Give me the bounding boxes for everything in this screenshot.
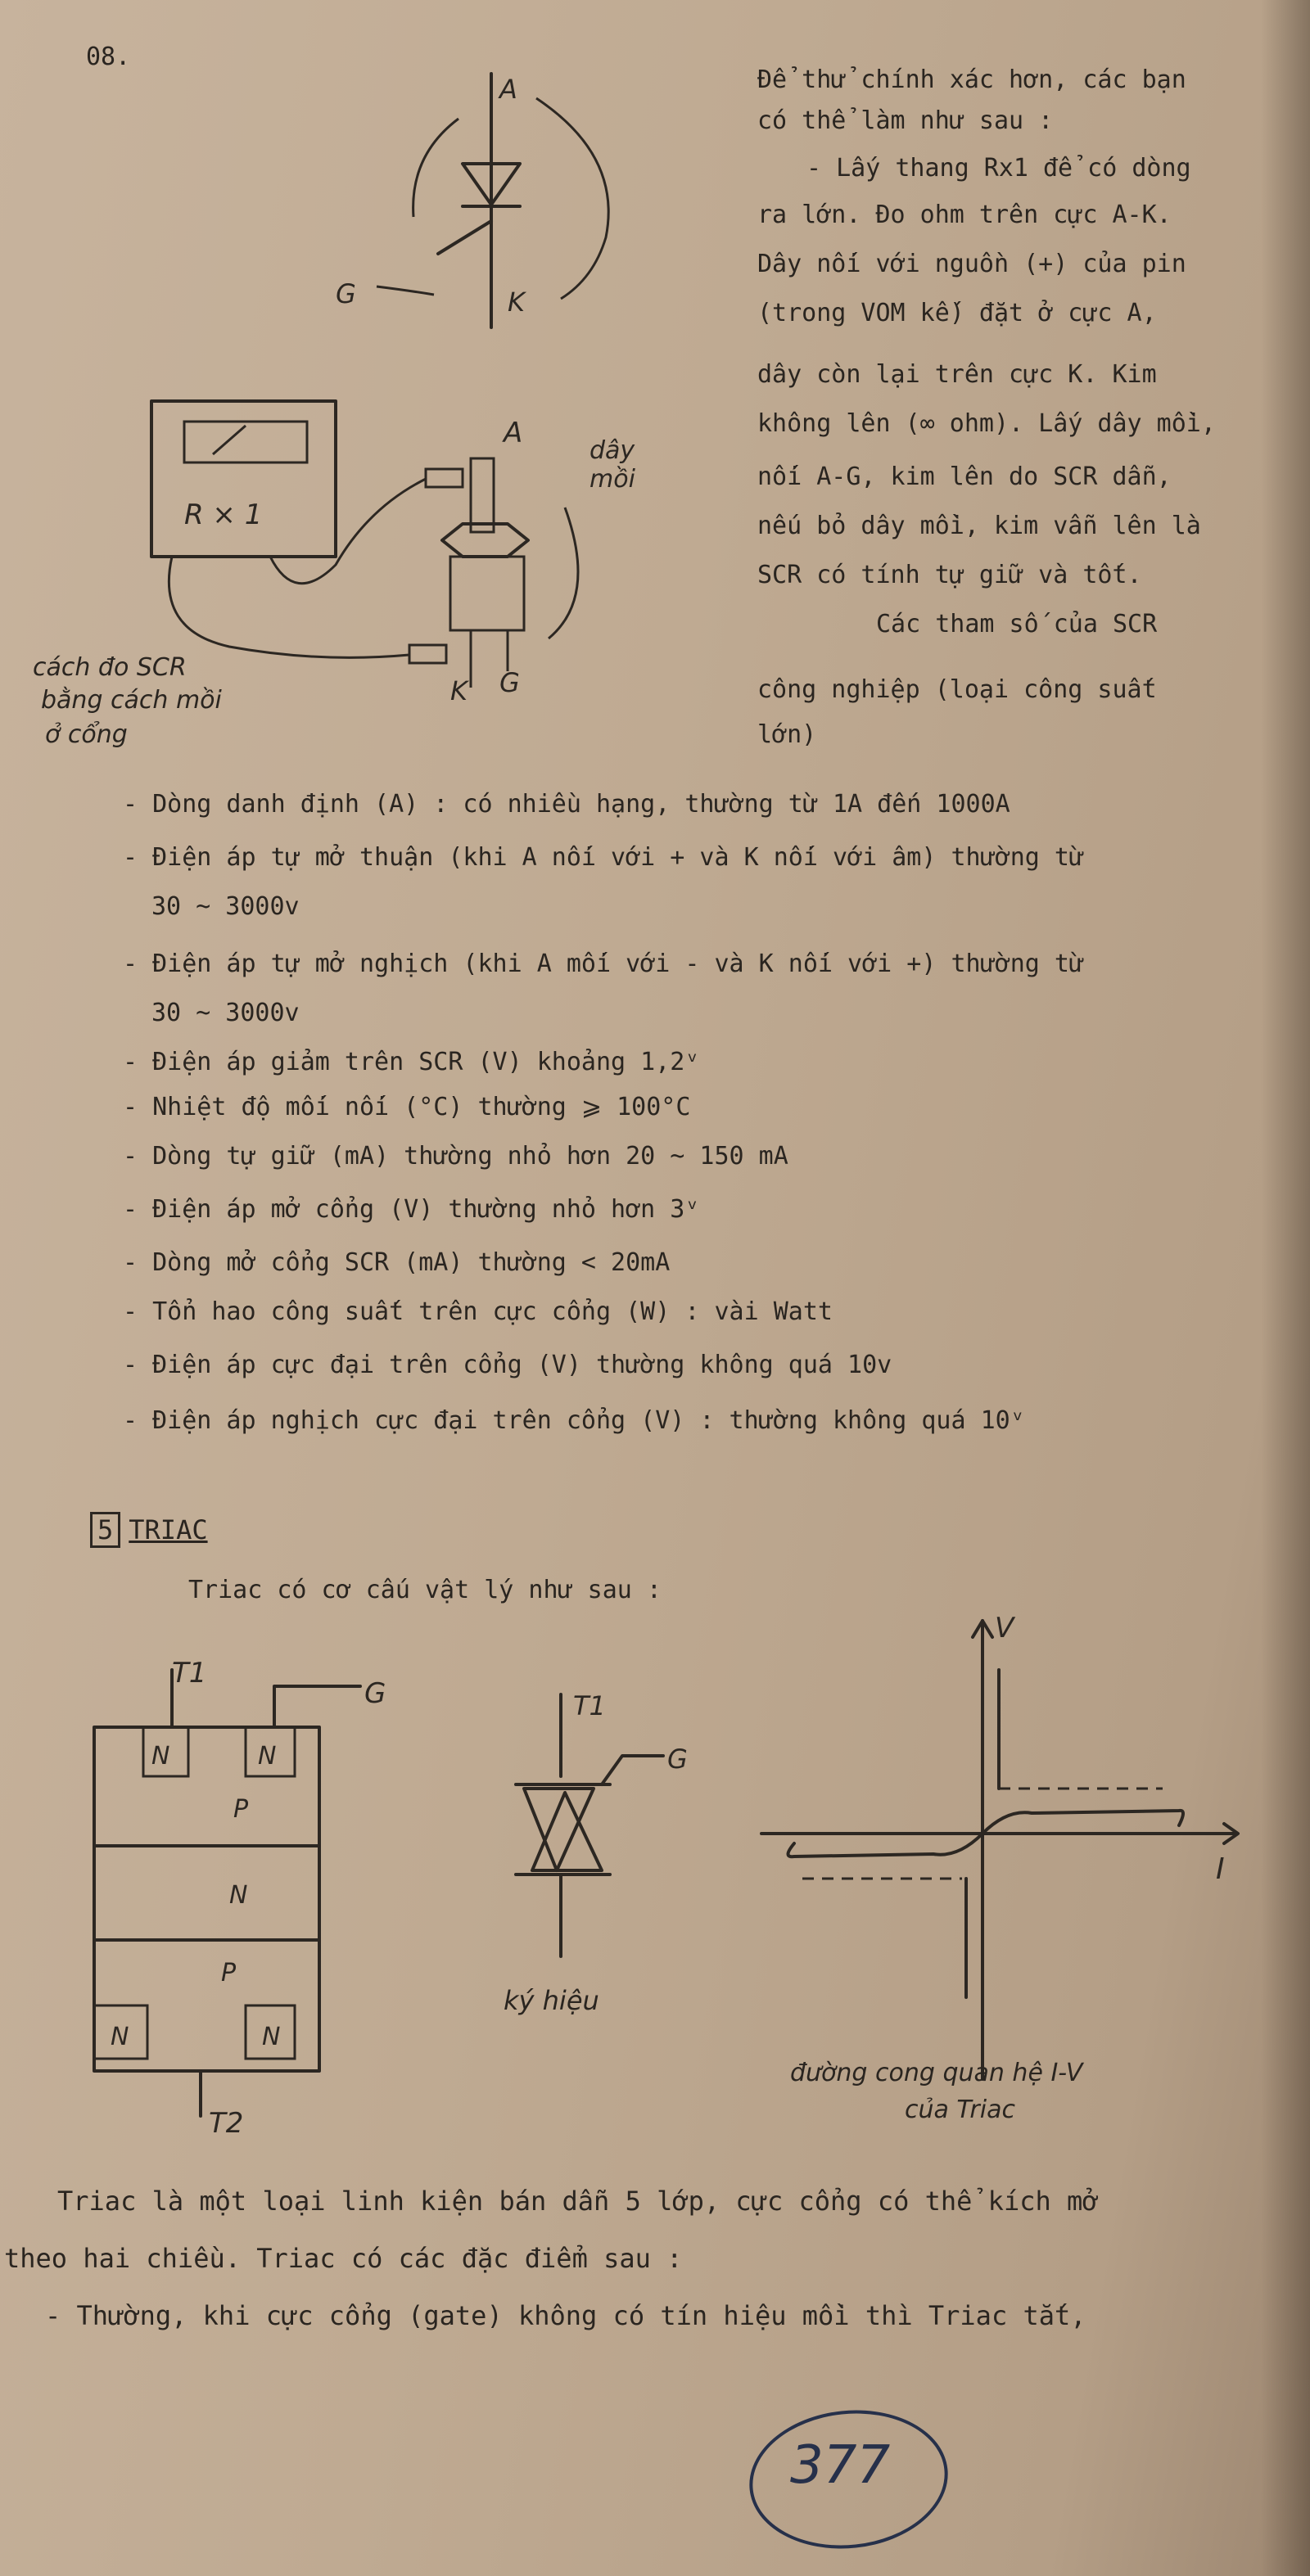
layer-label-t2: T2 xyxy=(209,2107,244,2136)
param-2: - Điện áp tự mở thuận (khi A nối với + và K nối với âm) thường từ xyxy=(123,843,1084,872)
bottom-line-2: theo hai chiều. Triac có các đặc điểm sau : xyxy=(4,2243,683,2274)
param-8: - Dòng mở cổng SCR (mA) thường < 20mA xyxy=(123,1248,671,1277)
intro-line-5: Dây nối với nguồn (+) của pin xyxy=(757,250,1186,278)
param-4: - Điện áp giảm trên SCR (V) khoảng 1,2ᵛ xyxy=(123,1048,700,1076)
meter-display xyxy=(184,422,307,462)
layer-n-4: N xyxy=(262,2023,281,2051)
iv-curve-pos xyxy=(982,1811,1183,1834)
bottom-line-1: Triac là một loại linh kiện bán dẫn 5 lớp, cực cổng có thể kích mở xyxy=(57,2186,1099,2217)
scr-hex-nut xyxy=(442,524,528,557)
param-11: - Điện áp nghịch cực đại trên cổng (V) : thường không quá 10ᵛ xyxy=(123,1406,1025,1435)
section-number: 5 xyxy=(90,1512,120,1548)
layer-n-1: N xyxy=(151,1742,170,1771)
param-5: - Nhiệt độ mối nối (°C) thường ⩾ 100°C xyxy=(123,1093,691,1121)
layer-n-2: N xyxy=(258,1742,277,1771)
intro-line-8: không lên (∞ ohm). Lấy dây mồi, xyxy=(757,409,1216,438)
meter-label-g: G xyxy=(499,667,520,698)
iv-caption-1: đường cong quan hệ I-V xyxy=(790,2059,1083,2087)
intro-line-4: ra lớn. Đo ohm trên cực A-K. xyxy=(757,201,1172,229)
scr-left-arc xyxy=(413,119,458,217)
jumper-label-1: dây xyxy=(590,436,635,465)
page-number-top: 08. xyxy=(86,43,131,71)
meter-label-k: K xyxy=(450,675,468,706)
page-number-bottom: 377 xyxy=(790,2435,891,2496)
probe-black xyxy=(409,645,446,663)
sym-label-g: G xyxy=(667,1744,688,1775)
page-edge-shadow xyxy=(1261,0,1310,2576)
layer-outline xyxy=(94,1727,319,2071)
iv-label-v: V xyxy=(995,1612,1014,1644)
triac-iv-chart xyxy=(737,1604,1269,2096)
layer-p-2: P xyxy=(221,1959,237,1987)
layer-label-g: G xyxy=(364,1677,386,1710)
param-1: - Dòng danh định (A) : có nhiều hạng, thường từ 1A đến 1000A xyxy=(123,790,1010,819)
section-heading xyxy=(90,1514,208,1545)
param-9: - Tổn hao công suất trên cực cổng (W) : vài Watt xyxy=(123,1297,833,1326)
meter-range-label: R × 1 xyxy=(184,499,263,531)
param-10: - Điện áp cực đại trên cổng (V) thường không quá 10v xyxy=(123,1351,892,1379)
param-3-range: 30 ~ 3000v xyxy=(151,999,300,1027)
layer-p-1: P xyxy=(233,1795,249,1824)
scr-label-a: A xyxy=(499,74,517,105)
intro-line-3: - Lấy thang Rx1 để có dòng xyxy=(806,154,1191,183)
sym-gate-lead xyxy=(602,1756,663,1784)
scr-right-arc xyxy=(536,98,608,299)
meter-lead-black xyxy=(169,557,409,657)
intro-line-2: có thể làm như sau : xyxy=(757,106,1054,135)
intro-line-1: Để thử chính xác hơn, các bạn xyxy=(757,65,1186,94)
meter-caption-1: cách đo SCR xyxy=(33,653,187,682)
scr-label-k: K xyxy=(508,286,525,318)
scr-gate-lead xyxy=(438,221,491,254)
jumper-arc xyxy=(549,508,578,638)
scr-label-g: G xyxy=(336,278,356,309)
section-title: TRIAC xyxy=(129,1514,208,1545)
intro-line-11: SCR có tính tự giữ và tốt. xyxy=(757,561,1142,589)
intro-line-7: dây còn lại trên cực K. Kim xyxy=(757,360,1157,389)
iv-caption-2: của Triac xyxy=(905,2096,1015,2124)
g-lead xyxy=(274,1686,360,1727)
scr-body xyxy=(450,557,524,630)
param-2-range: 30 ~ 3000v xyxy=(151,892,300,921)
param-3: - Điện áp tự mở nghịch (khi A mối với - và K nối với +) thường từ xyxy=(123,950,1084,978)
probe-red xyxy=(426,469,463,487)
bottom-line-3: - Thường, khi cực cổng (gate) không có tín hiệu mồi thì Triac tắt, xyxy=(45,2300,1086,2331)
param-7: - Điện áp mở cổng (V) thường nhỏ hơn 3ᵛ xyxy=(123,1195,700,1224)
meter-lead-red xyxy=(270,479,426,584)
scr-gate-arc xyxy=(377,286,434,295)
intro-line-10: nếu bỏ dây mồi, kim vẫn lên là xyxy=(757,512,1201,540)
layer-label-t1: T1 xyxy=(172,1657,207,1690)
intro-line-12: Các tham số của SCR xyxy=(876,610,1158,638)
scr-symbol-figure xyxy=(336,65,647,336)
layer-n-middle: N xyxy=(229,1881,248,1910)
symbol-caption: ký hiệu xyxy=(504,1985,599,2016)
meter-caption-2: bằng cách mồi xyxy=(41,686,222,715)
triac-layer-diagram xyxy=(66,1645,409,2136)
sym-label-t1: T1 xyxy=(573,1690,606,1721)
intro-line-6: (trong VOM kế) đặt ở cực A, xyxy=(757,299,1157,327)
jumper-label-2: mồi xyxy=(590,465,635,494)
meter-label-a: A xyxy=(504,417,523,449)
triac-intro: Triac có cơ cấu vật lý như sau : xyxy=(188,1576,662,1604)
scr-stud xyxy=(471,458,494,532)
intro-line-14: lớn) xyxy=(757,720,817,749)
meter-needle xyxy=(213,426,246,454)
iv-label-i: I xyxy=(1216,1852,1225,1886)
intro-line-13: công nghiệp (loại công suất xyxy=(757,675,1157,704)
triac-symbol-figure xyxy=(458,1678,737,2005)
layer-n-3: N xyxy=(111,2023,129,2051)
iv-curve-neg xyxy=(788,1834,983,1856)
param-6: - Dòng tự giữ (mA) thường nhỏ hơn 20 ~ 150 mA xyxy=(123,1142,788,1171)
meter-caption-3: ở cổng xyxy=(45,720,128,749)
intro-line-9: nối A-G, kim lên do SCR dẫn, xyxy=(757,462,1172,491)
